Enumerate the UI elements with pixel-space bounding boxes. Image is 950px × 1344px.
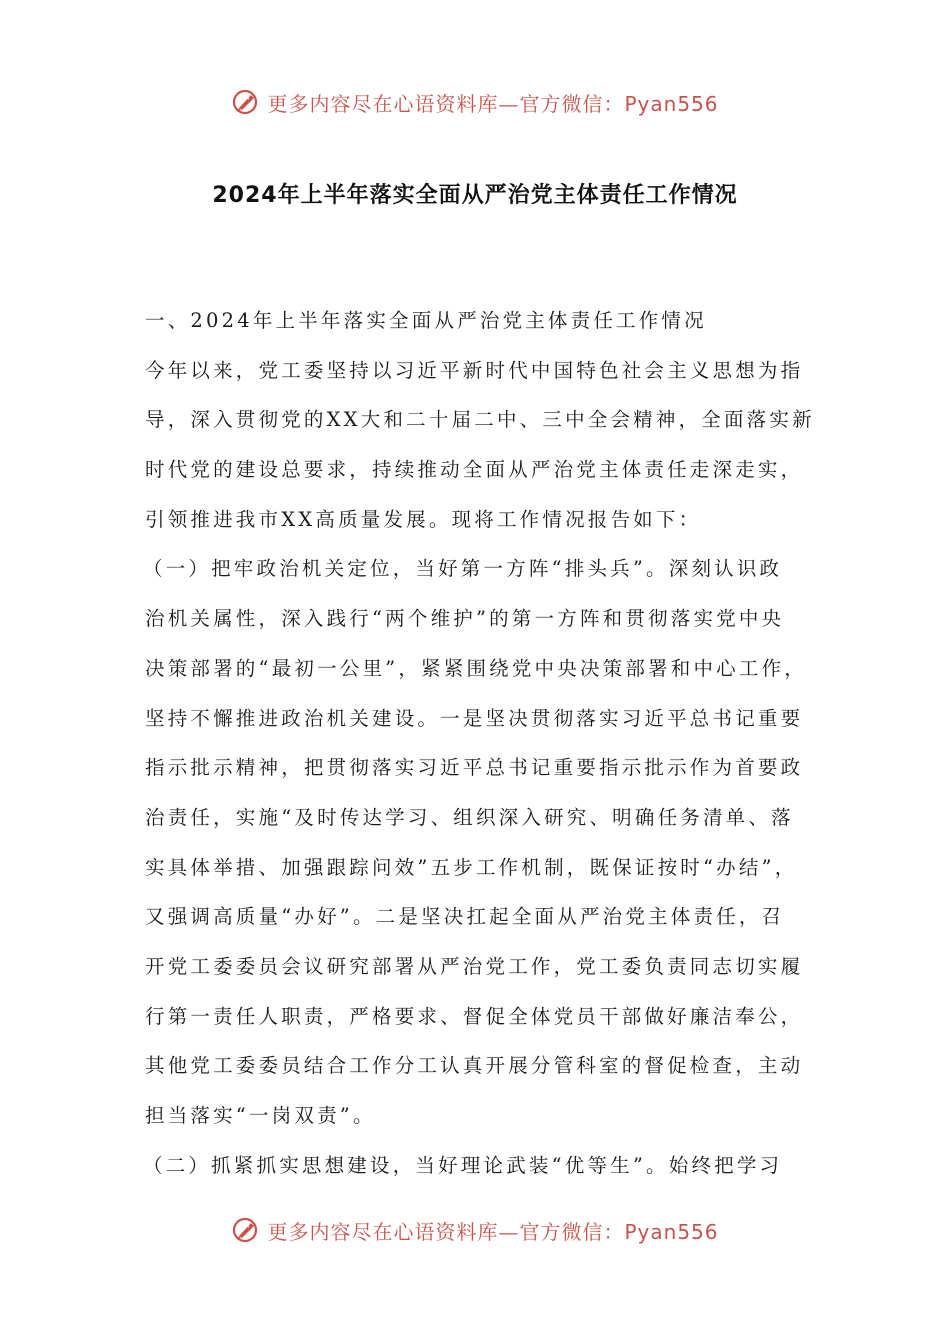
paragraph-line: （一）把牢政治机关定位，当好第一方阵“排头兵”。深刻认识政 [143, 557, 783, 581]
header-banner [0, 82, 950, 122]
paragraph-line: 指示批示精神，把贯彻落实习近平总书记重要指示批示作为首要政 [145, 756, 804, 780]
paragraph-line: 今年以来，党工委坚持以习近平新时代中国特色社会主义思想为指 [145, 358, 804, 382]
section-heading: 一、2024年上半年落实全面从严治党主体责任工作情况 [145, 309, 707, 332]
pen-logo-icon [231, 87, 261, 117]
document-body [145, 296, 815, 1190]
paragraph-line: 坚持不懈推进政治机关建设。一是坚决贯彻落实习近平总书记重要 [145, 706, 804, 730]
paragraph-line: 治机关属性，深入践行“两个维护”的第一方阵和贯彻落实党中央 [145, 607, 785, 631]
paragraph-line: 治责任，实施“及时传达学习、组织深入研究、明确任务清单、落 [145, 805, 794, 829]
paragraph-line: 担当落实“一岗双责”。 [145, 1104, 376, 1127]
paragraph-line: 开党工委委员会议研究部署从严治党工作，党工委负责同志切实履 [145, 954, 804, 978]
paragraph-line: 行第一责任人职责，严格要求、督促全体党员干部做好廉洁奉公， [145, 1004, 804, 1028]
pen-logo-icon [231, 1215, 261, 1245]
paragraph-line: 决策部署的“最初一公里”，紧紧围绕党中央决策部署和中心工作， [145, 656, 807, 680]
paragraph-line: （二）抓紧抓实思想建设，当好理论武装“优等生”。始终把学习 [143, 1153, 783, 1177]
paragraph-line: 又强调高质量“办好”。二是坚决扛起全面从严治党主体责任，召 [145, 905, 785, 929]
paragraph-line: 引领推进我市XX高质量发展。现将工作情况报告如下： [145, 507, 702, 531]
banner-text: 更多内容尽在心语资料库—官方微信：Pyan556 [267, 91, 719, 116]
paragraph-line: 导，深入贯彻党的XX大和二十届二中、三中全会精神，全面落实新 [145, 408, 815, 432]
paragraph-line: 实具体举措、加强跟踪问效”五步工作机制，既保证按时“办结”， [145, 855, 798, 879]
paragraph-line: 时代党的建设总要求，持续推动全面从严治党主体责任走深走实， [145, 458, 804, 482]
banner-text: 更多内容尽在心语资料库—官方微信：Pyan556 [267, 1219, 719, 1244]
paragraph-line: 其他党工委委员结合工作分工认真开展分管科室的督促检查，主动 [145, 1054, 804, 1078]
document-title: 2024年上半年落实全面从严治党主体责任工作情况 [212, 183, 738, 208]
footer-banner [0, 1210, 950, 1250]
